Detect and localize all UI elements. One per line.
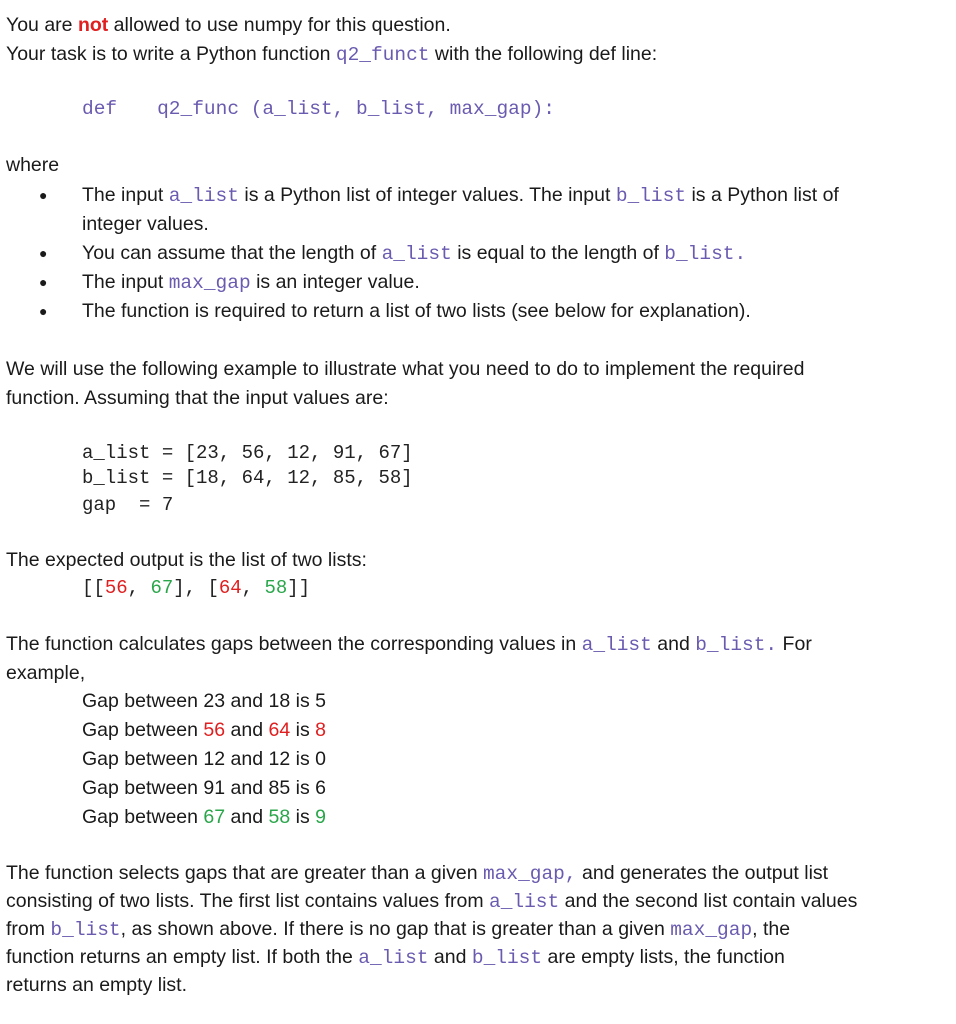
gap-value: 5 <box>315 690 326 712</box>
text: are empty lists, the function <box>542 946 785 968</box>
text: function returns an empty list. If both the <box>6 946 359 968</box>
inline-code: a_list <box>168 185 239 207</box>
intro-line-1 <box>6 14 451 36</box>
inline-code: max_gap <box>168 272 251 294</box>
bullet-2 <box>82 242 746 265</box>
text: Gap between <box>82 806 204 828</box>
text: consisting of two lists. The first list contains values from <box>6 890 489 912</box>
text: and <box>225 748 269 770</box>
bullet-icon: ● <box>39 303 48 319</box>
text: and <box>651 633 696 655</box>
inline-code: a_list <box>489 891 560 913</box>
gap-value: 23 <box>203 690 226 712</box>
inline-code: b_list. <box>664 243 747 265</box>
text: and the second list contain values <box>559 890 858 912</box>
calc-line-1 <box>6 633 812 656</box>
text: and <box>225 690 269 712</box>
text: , <box>241 577 265 599</box>
where-label: where <box>6 154 60 176</box>
text: Gap between <box>82 719 204 741</box>
final-line-5: returns an empty list. <box>6 974 187 996</box>
gap-line <box>82 777 326 799</box>
text: and <box>225 719 269 741</box>
value-red: 56 <box>104 577 128 599</box>
inline-code: a_list <box>381 243 452 265</box>
gap-line <box>82 719 326 741</box>
value-green: 58 <box>264 577 288 599</box>
calc-line-2: example, <box>6 662 86 684</box>
text: with the following def line: <box>429 43 658 65</box>
text: allowed to use numpy for this question. <box>108 14 451 36</box>
code-line-b-list: b_list = [18, 64, 12, 85, 58] <box>82 467 413 489</box>
text: The function selects gaps that are greater than a given <box>6 862 483 884</box>
text: is <box>290 719 316 741</box>
bullet-4: The function is required to return a list of two lists (see below for explanation). <box>82 300 751 322</box>
text: Gap between <box>82 690 204 712</box>
bullet-3 <box>82 271 420 294</box>
text: is a Python list of integer values. The input <box>238 184 616 206</box>
def-signature: q2_func (a_list, b_list, max_gap): <box>157 98 555 120</box>
inline-code: max_gap, <box>482 863 577 885</box>
final-line-3 <box>6 918 790 941</box>
text: You can assume that the length of <box>82 242 382 264</box>
text: and generates the output list <box>576 862 829 884</box>
def-keyword: def <box>82 98 118 120</box>
gap-value: 12 <box>268 748 291 770</box>
example-intro-line-1: We will use the following example to illustrate what you need to do to implement the required <box>6 358 805 380</box>
inline-code: a_list <box>358 947 429 969</box>
gap-value: 12 <box>203 748 226 770</box>
bullet-icon: ● <box>39 274 48 290</box>
gap-value: 64 <box>268 719 291 741</box>
inline-code: b_list <box>50 919 121 941</box>
text: , the <box>752 918 791 940</box>
inline-code: a_list <box>581 634 652 656</box>
expected-output <box>82 577 310 599</box>
gap-value: 6 <box>315 777 326 799</box>
final-line-2 <box>6 890 857 913</box>
text: and <box>225 806 269 828</box>
inline-code: q2_funct <box>335 44 430 66</box>
final-line-1 <box>6 862 828 885</box>
def-line <box>82 98 555 120</box>
text: and <box>428 946 472 968</box>
text: is <box>290 806 316 828</box>
text: and <box>225 777 269 799</box>
expected-label: The expected output is the list of two lists: <box>6 549 367 571</box>
gap-value: 67 <box>203 806 226 828</box>
inline-code: b_list <box>471 947 543 969</box>
text: The input <box>82 271 169 293</box>
text: is <box>290 748 316 770</box>
text: [[ <box>82 577 105 599</box>
code-line-gap: gap = 7 <box>82 494 174 516</box>
gap-value: 85 <box>268 777 291 799</box>
bullet-icon: ● <box>39 245 48 261</box>
example-intro-line-2: function. Assuming that the input values are: <box>6 387 389 409</box>
gap-value: 91 <box>203 777 226 799</box>
gap-value: 8 <box>315 719 326 741</box>
text: is an integer value. <box>250 271 420 293</box>
final-line-4 <box>6 946 785 969</box>
value-red: 64 <box>218 577 242 599</box>
text: is <box>290 777 316 799</box>
bullet-1-line-2: integer values. <box>82 213 209 235</box>
code-line-a-list: a_list = [23, 56, 12, 91, 67] <box>82 442 413 464</box>
bullet-icon: ● <box>39 187 48 203</box>
text: , <box>127 577 151 599</box>
inline-code: b_list. <box>695 634 778 656</box>
gap-line <box>82 690 326 712</box>
emphasis-not: not <box>77 14 109 36</box>
gap-line <box>82 806 326 828</box>
gap-value: 56 <box>203 719 226 741</box>
text: You are <box>6 14 78 36</box>
text: ]] <box>287 577 311 599</box>
bullet-1 <box>82 184 839 207</box>
text: Your task is to write a Python function <box>6 43 336 65</box>
text: from <box>6 918 51 940</box>
text: ], [ <box>173 577 219 599</box>
text: The input <box>82 184 169 206</box>
text: Gap between <box>82 748 204 770</box>
intro-line-2 <box>6 43 657 66</box>
gap-line <box>82 748 326 770</box>
text: The function calculates gaps between the corresponding values in <box>6 633 582 655</box>
text: is a Python list of <box>686 184 839 206</box>
gap-value: 58 <box>268 806 291 828</box>
value-green: 67 <box>150 577 174 599</box>
gap-value: 0 <box>315 748 326 770</box>
gap-value: 9 <box>315 806 326 828</box>
inline-code: b_list <box>615 185 687 207</box>
text: , as shown above. If there is no gap that is greater than a given <box>120 918 671 940</box>
gap-value: 18 <box>268 690 291 712</box>
text: For <box>777 633 812 655</box>
inline-code: max_gap <box>670 919 753 941</box>
text: is <box>290 690 316 712</box>
text: Gap between <box>82 777 204 799</box>
text: is equal to the length of <box>451 242 665 264</box>
